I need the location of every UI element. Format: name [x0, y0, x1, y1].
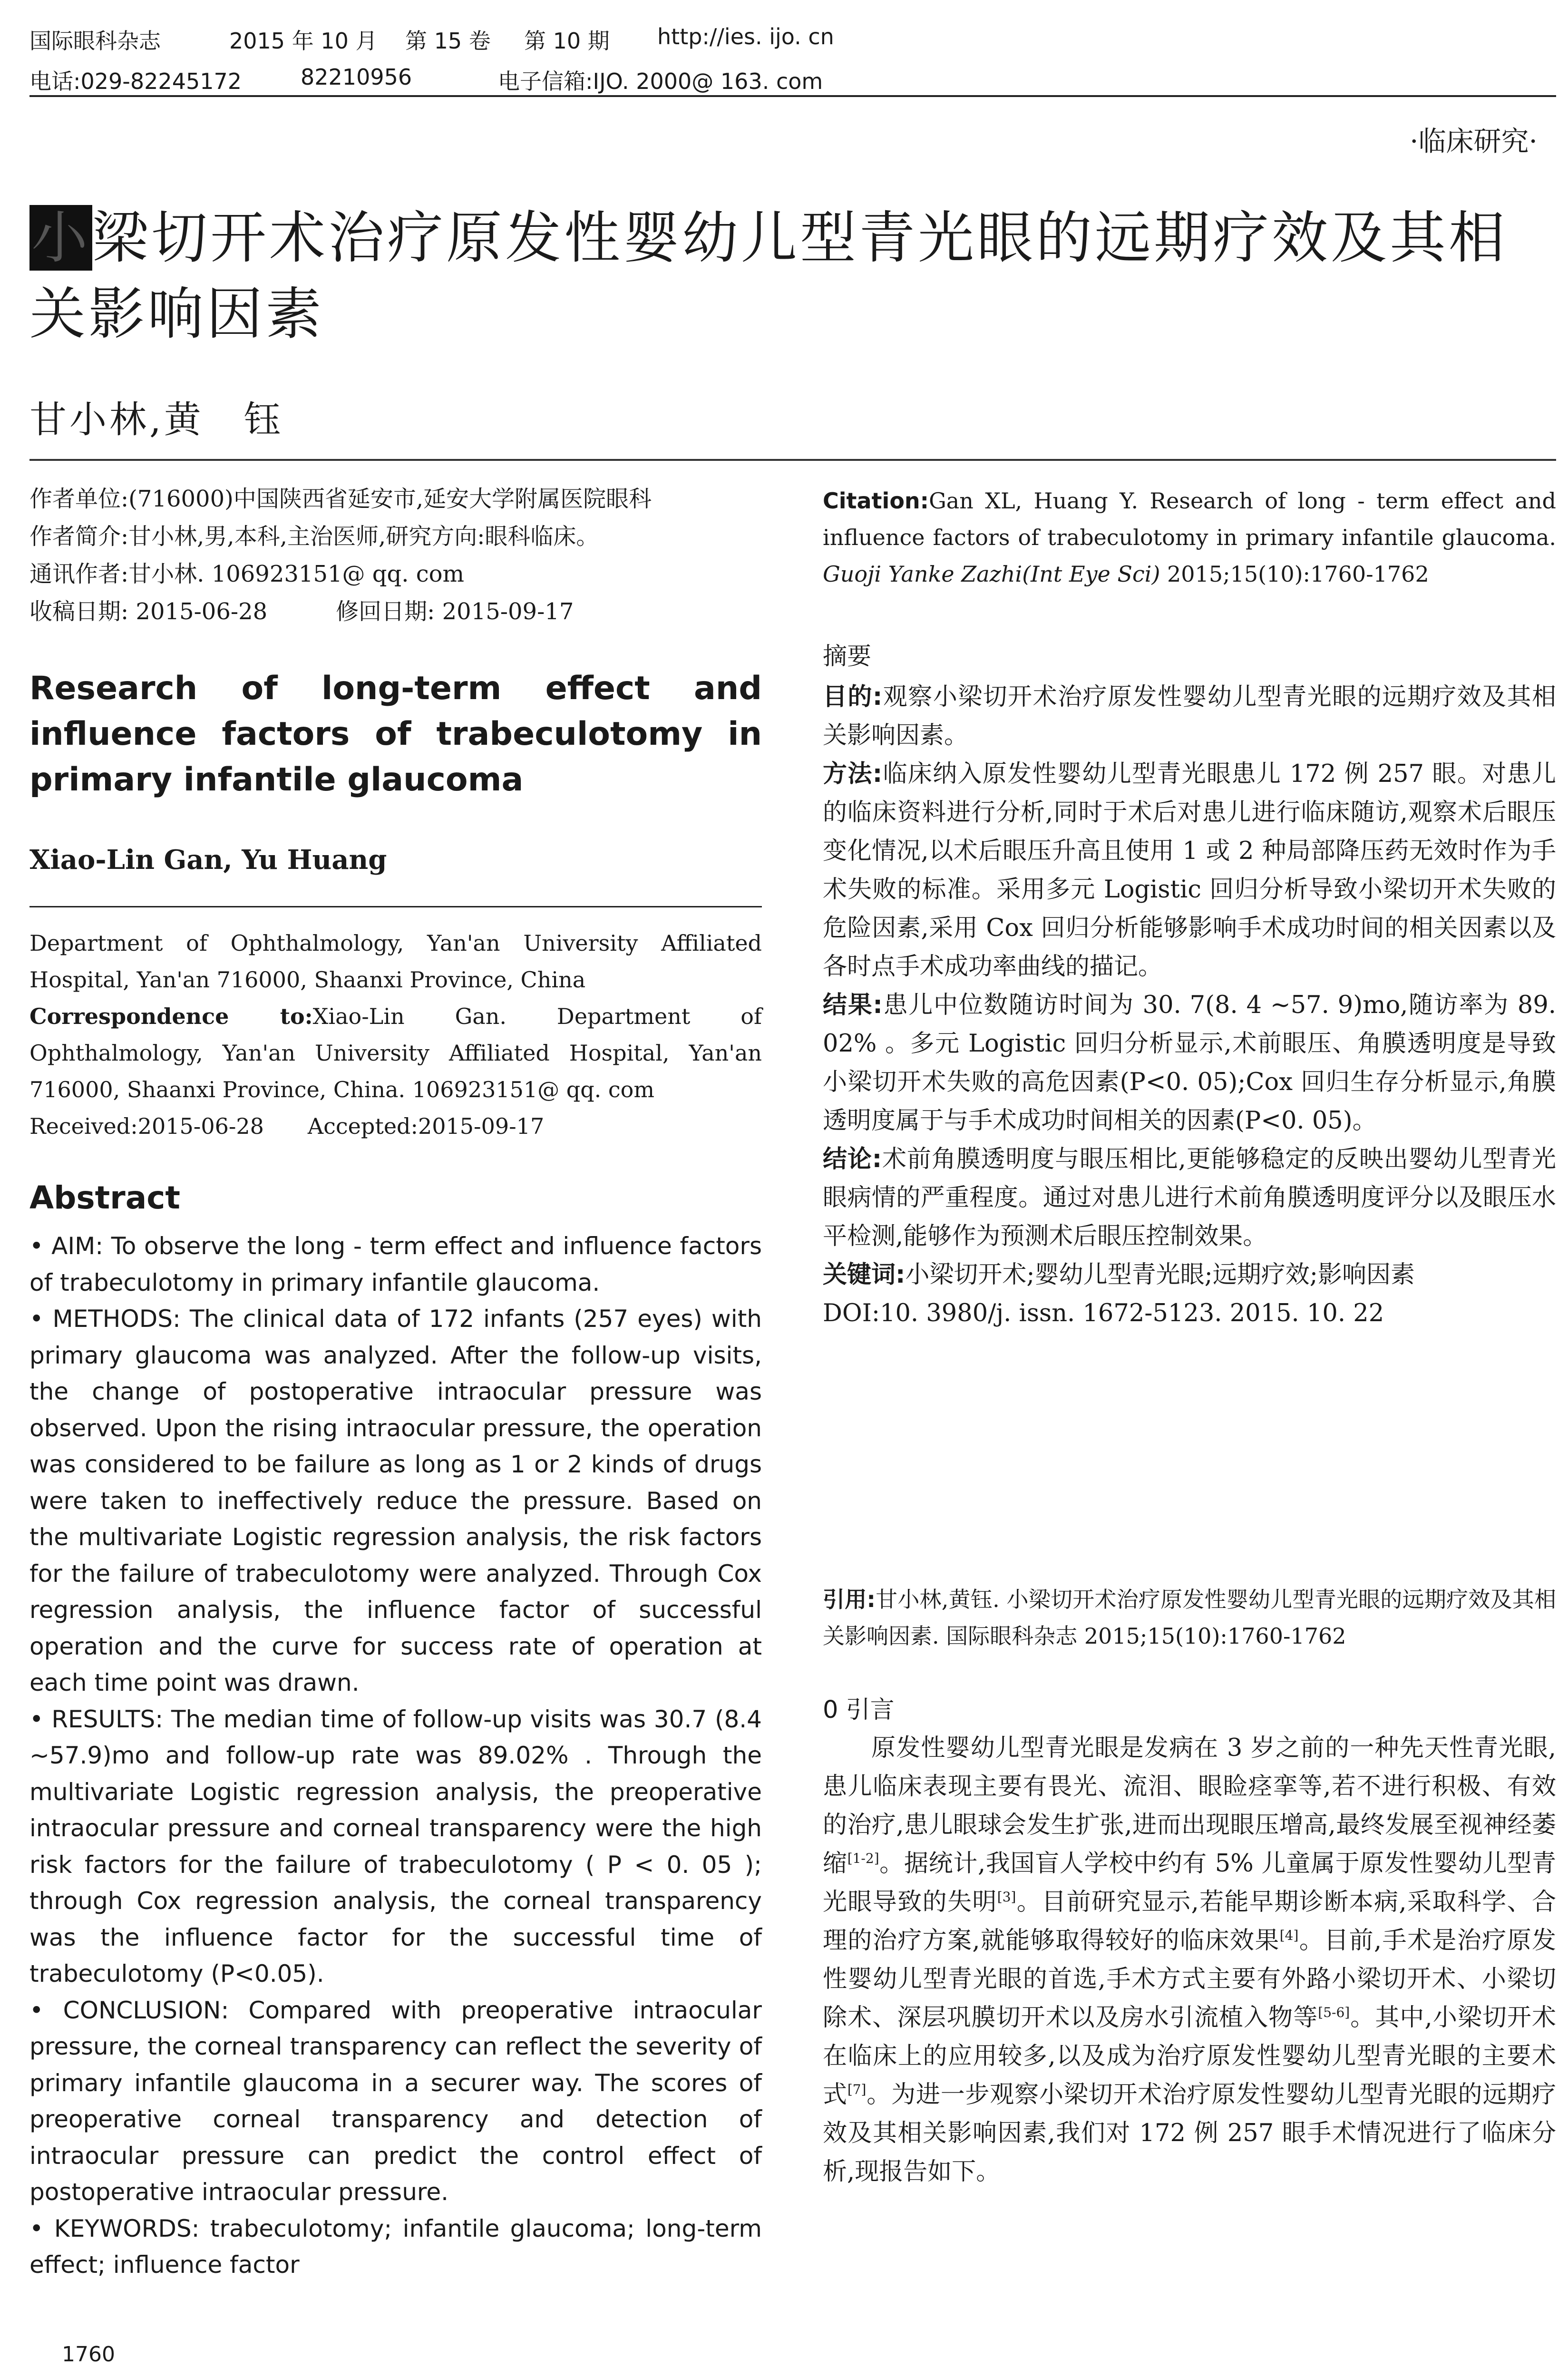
journal-name: 国际眼科杂志 [29, 28, 161, 54]
citation-line2: influence factors of trabeculotomy in primary infantile glaucoma. [823, 525, 1556, 550]
english-title: Research of long-term effect and influence factors of trabeculotomy in primary infantile glaucoma [29, 670, 762, 799]
intro-text-e: 。其中,小梁切开术在临床上的应用较多,以及成为治疗原发性婴幼儿型青光眼的主要术式 [823, 2004, 1556, 2109]
cn-citation-text: 甘小林,黄钰. 小梁切开术治疗原发性婴幼儿型青光眼的远期疗效及其相关影响因素. 国际眼科杂志 2015;15(10):1760-1762 [823, 1587, 1556, 1649]
intro-heading: 0 引言 [823, 1696, 895, 1724]
phone-2: 82210956 [301, 64, 412, 90]
english-affiliation-block [29, 925, 762, 1145]
authors-cn: 甘小林,黄 钰 [29, 399, 284, 441]
intro-text-c: 。目前研究显示,若能早期诊断本病,采取科学、合理的治疗方案,就能够取得较好的临床效果 [823, 1888, 1556, 1955]
cn-results-label: 结果: [823, 991, 883, 1019]
page-number: 1760 [62, 2342, 115, 2367]
english-received: Received:2015-06-28 Accepted:2015-09-17 [29, 1113, 545, 1139]
abstract-aim: • AIM: To observe the long - term effect and influence factors of trabeculotomy in primary infantile glaucoma. [29, 1232, 762, 1296]
meta-corresponding: 通讯作者:甘小林. 106923151@ qq. com [29, 561, 465, 587]
cn-citation [823, 1581, 1556, 1655]
cn-aim-text: 观察小梁切开术治疗原发性婴幼儿型青光眼的远期疗效及其相关影响因素。 [823, 683, 1556, 750]
intro-text-b: 。据统计,我国盲人学校中约有 5% 儿童属于原发性婴幼儿型青光眼导致的失明 [823, 1850, 1556, 1916]
english-authors: Xiao-Lin Gan, Yu Huang [29, 844, 387, 876]
header-rule [29, 95, 1556, 97]
abstract-methods: • METHODS: The clinical data of 172 infants (257 eyes) with primary glaucoma was analyzed. After the follow-up visits, the change of postoperative intraocular pressure was observed. Upon the rising intraocular pressure, the operation was considered to be failure as long as 1 or 2 kinds of drugs were taken to ineffectively reduce the pressure. Based on the multivariate Logistic regression analysis, the risk factors for the failure of trabeculotomy were analyzed. Through Cox regression analysis, the influence factor of successful operation and the curve for success rate of operation at each time point was drawn. [29, 1305, 762, 1696]
citation-journal: Guoji Yanke Zazhi(Int Eye Sci) [823, 561, 1160, 587]
cn-keywords-text: 小梁切开术;婴幼儿型青光眼;远期疗效;影响因素 [905, 1261, 1415, 1289]
cn-conclusion [823, 1140, 1556, 1256]
cn-conclusion-label: 结论: [823, 1145, 882, 1173]
cn-abstract-heading: 摘要 [823, 643, 872, 671]
abstract-results: • RESULTS: The median time of follow-up visits was 30.7 (8.4 ~57.9)mo and follow-up rate was 89.02% . Through the multivariate Logistic regression analysis, the preoperative intraocular pressure and corneal transparency were the high risk factors for the failure of trabeculotomy ( P < 0. 05 ); through Cox regression analysis, the corneal transparency was the influence factor for the successful time of trabeculotomy (P<0.05). [29, 1705, 762, 1987]
cn-keywords [823, 1256, 1556, 1294]
article-title [29, 200, 1556, 352]
cn-methods-text: 临床纳入原发性婴幼儿型青光眼患儿 172 例 257 眼。对患儿的临床资料进行分析,同时于术后对患儿进行临床随访,观察术后眼压变化情况,以术后眼压升高且使用 1 或 2 种局部降压药无效时作为手术失败的标准。采用多元 Logistic 回归分析导致小梁切开术失败的危险因素,采用 Cox 回归分析能够影响手术成功时间的相关因素以及各时点手术成功率曲线的描记。 [823, 760, 1556, 981]
journal-url: http://ies. ijo. cn [657, 24, 834, 49]
volume: 第 15 卷 [405, 28, 491, 54]
cn-methods [823, 755, 1556, 986]
author-meta-cn [29, 480, 762, 631]
ref-3: [3] [997, 1889, 1016, 1905]
cn-doi: DOI:10. 3980/j. issn. 1672-5123. 2015. 10. 22 [823, 1299, 1384, 1327]
abstract-heading: Abstract [29, 1179, 180, 1216]
abstract-keywords: • KEYWORDS: trabeculotomy; infantile glaucoma; long-term effect; influence factor [29, 2214, 762, 2279]
issue-date: 2015 年 10 月 [229, 28, 378, 54]
section-tag: ·临床研究· [1410, 125, 1538, 157]
cn-results-text: 患儿中位数随访时间为 30. 7(8. 4 ~57. 9)mo,随访率为 89. 02% 。多元 Logistic 回归分析显示,术前眼压、角膜透明度是导致小梁切开术失败的高危因素(P<0. 05);Cox 回归生存分析显示,角膜透明度属于与手术成功时间相关的因素(P<0. 05)。 [823, 991, 1556, 1135]
citation-label: Citation: [823, 488, 929, 514]
citation-line1: Gan XL, Huang Y. Research of long - term effect and [929, 488, 1556, 514]
cn-results [823, 986, 1556, 1140]
meta-affiliation: 作者单位:(716000)中国陕西省延安市,延安大学附属医院眼科 [29, 486, 652, 512]
english-correspondence [29, 998, 762, 1108]
intro-paragraph [823, 1729, 1556, 2191]
intro-text-a: 原发性婴幼儿型青光眼是发病在 3 岁之前的一种先天性青光眼,患儿临床表现主要有畏光、流泪、眼睑痉挛等,若不进行积极、有效的治疗,患儿眼球会发生扩张,进而出现眼压增高,最终发展至视神经萎缩 [823, 1734, 1556, 1878]
abstract-conclusion: • CONCLUSION: Compared with preoperative intraocular pressure, the corneal transparency can reflect the severity of primary infantile glaucoma in a securer way. The scores of preoperative corneal transparency and detection of intraocular pressure can predict the control effect of postoperative intraocular pressure. [29, 1996, 762, 2206]
title-rule [29, 459, 1556, 461]
phone: 电话:029-82245172 [29, 68, 242, 94]
title-rest: 梁切开术治疗原发性婴幼儿型青光眼的远期疗效及其相关影响因素 [29, 205, 1508, 347]
cn-aim-label: 目的: [823, 683, 883, 711]
citation-block [823, 483, 1556, 593]
ref-5-6: [5-6] [1318, 2005, 1350, 2020]
meta-author-bio: 作者简介:甘小林,男,本科,主治医师,研究方向:眼科临床。 [29, 523, 599, 550]
ref-4: [4] [1279, 1928, 1299, 1943]
email: 电子信箱:IJO. 2000@ 163. com [498, 68, 823, 94]
cn-abstract [823, 678, 1556, 1333]
correspondence-text: Xiao-Lin Gan. Department of Ophthalmology, Yan'an University Affiliated Hospital, Yan'an 716000, Shaanxi Province, China. 106923151@ qq. com [29, 1003, 762, 1102]
cn-methods-label: 方法: [823, 760, 883, 788]
issue-number: 第 10 期 [524, 28, 610, 54]
cn-aim [823, 678, 1556, 755]
cn-citation-label: 引用: [823, 1587, 876, 1612]
english-abstract [29, 1228, 762, 2283]
cn-conclusion-text: 术前角膜透明度与眼压相比,更能够稳定的反映出婴幼儿型青光眼病情的严重程度。通过对患儿进行术前角膜透明度评分以及眼压水平检测,能够作为预测术后眼压控制效果。 [823, 1145, 1556, 1250]
cn-keywords-label: 关键词: [823, 1261, 906, 1289]
correspondence-label: Correspondence to: [29, 1003, 313, 1029]
title-first-char: 小 [29, 205, 92, 271]
english-affiliation: Department of Ophthalmology, Yan'an University Affiliated Hospital, Yan'an 716000, Shaanxi Province, China [29, 930, 762, 993]
intro-text-f: 。为进一步观察小梁切开术治疗原发性婴幼儿型青光眼的远期疗效及其相关影响因素,我们对 172 例 257 眼手术情况进行了临床分析,现报告如下。 [823, 2081, 1556, 2186]
citation-volume: 2015;15(10):1760-1762 [1160, 561, 1429, 587]
intro-text-d: 。目前,手术是治疗原发性婴幼儿型青光眼的首选,手术方式主要有外路小梁切开术、小梁切除术、深层巩膜切开术以及房水引流植入物等 [823, 1927, 1556, 2032]
meta-dates: 收稿日期: 2015-06-28 修回日期: 2015-09-17 [29, 598, 574, 625]
english-authors-rule [29, 906, 762, 907]
ref-7: [7] [847, 2082, 867, 2097]
ref-1-2: [1-2] [847, 1851, 879, 1866]
